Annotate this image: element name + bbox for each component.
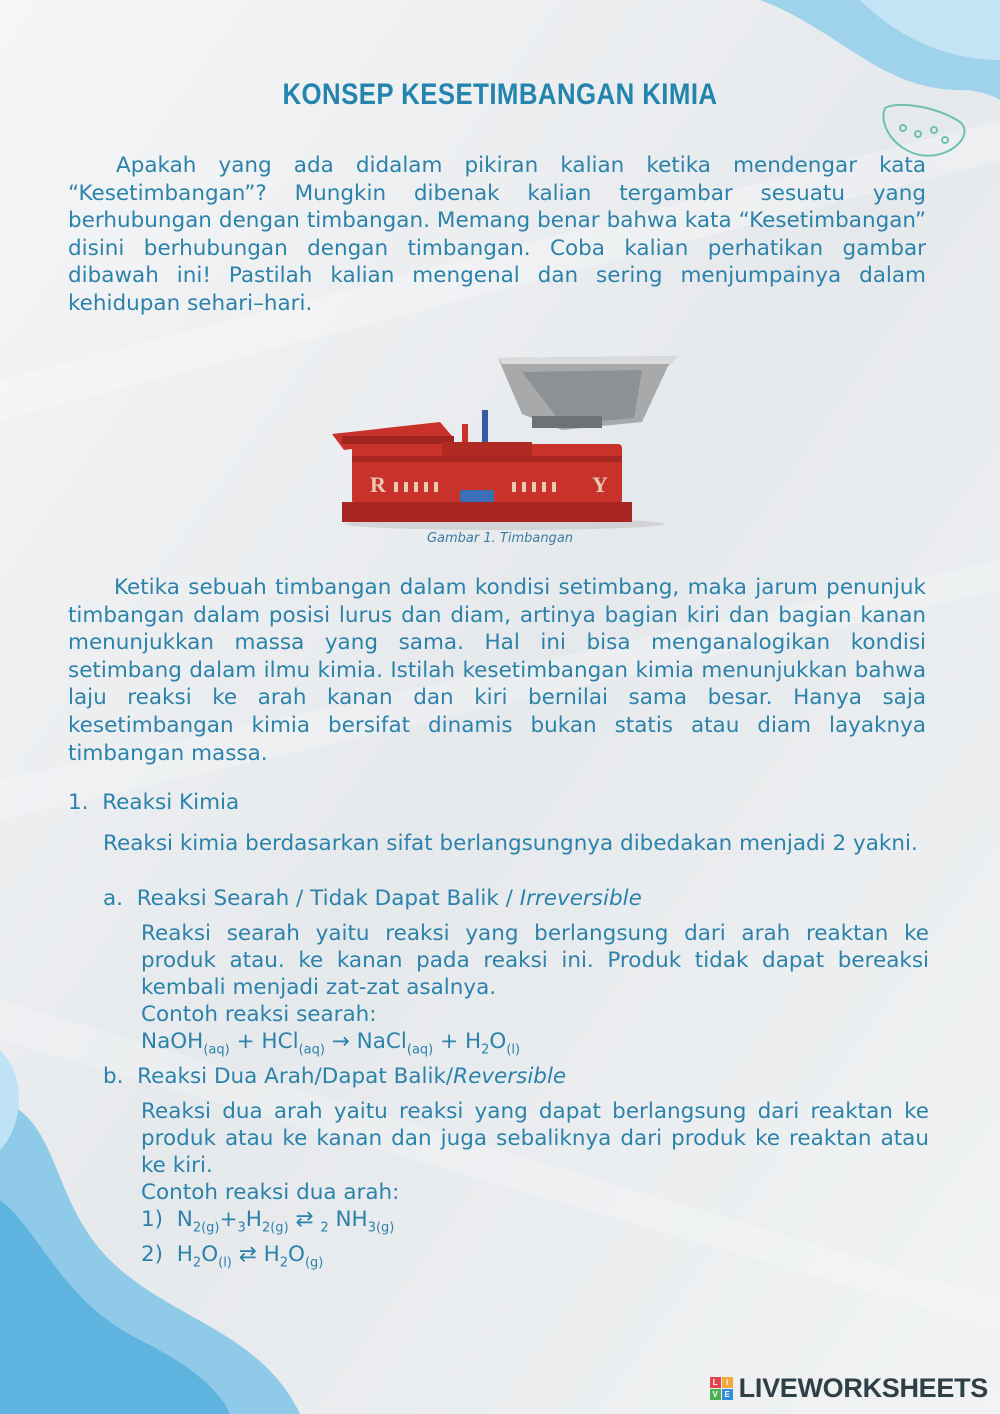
section-number: 1. xyxy=(68,790,89,815)
figure-caption: Gambar 1. Timbangan xyxy=(426,531,574,546)
section-heading xyxy=(68,790,239,815)
subsection-b-body: Reaksi dua arah yaitu reaksi yang dapat berlangsung dari reaktan ke produk atau ke kanan dan juga sebaliknya dari produk ke reaktan atau ke kiri. xyxy=(141,1099,929,1178)
subsection-a-body: Reaksi searah yaitu reaksi yang berlangsung dari arah reaktan ke produk atau. ke kanan pada reaksi ini. Produk tidak dapat bereaksi kembali menjadi zat-zat asalnya. xyxy=(141,921,929,1000)
equation-irreversible: NaOH$_{(aq)}$ + HCl$_{(aq)}$ → NaCl$_{(aq)}$ + $H_2O_{(l)}$ xyxy=(141,1029,521,1058)
liveworksheets-logo[interactable] xyxy=(710,1373,988,1404)
page-title: KONSEP KESETIMBANGAN KIMIA xyxy=(282,78,718,111)
subsection-b-title: Reaksi Dua Arah/Dapat Balik/ xyxy=(137,1064,454,1089)
svg-text:Y: Y xyxy=(592,472,608,497)
section-title: Reaksi Kimia xyxy=(102,790,240,815)
section-body: Reaksi kimia berdasarkan sifat berlangsungnya dibedakan menjadi 2 yakni. xyxy=(103,831,918,856)
subsection-a-heading xyxy=(103,886,642,911)
svg-text:R: R xyxy=(370,472,386,497)
intro-paragraph: Apakah yang ada didalam pikiran kalian ketika mendengar kata “Kesetimbangan”? Mungkin dibenak kalian tergambar sesuatu yang berhubungan dengan timbangan. Memang benar bahwa kata “Kesetimbangan” disini berhubungan dengan timbangan. Coba kalian perhatikan gambar dibawah ini! Pastilah kalian mengenal dan sering menjumpainya dalam kehidupan sehari–hari. xyxy=(68,153,926,316)
subsection-a-title-italic: Irreversible xyxy=(519,886,642,911)
subsection-a-block xyxy=(141,920,929,1063)
logo-mark-icon: L I V E xyxy=(710,1377,733,1400)
equation-reversible-2: 2) $H_2O_{(l)}$ ⇄ $H_2O_{(g)}$ xyxy=(141,1242,324,1271)
equation-reversible-1: 1) $N_{2(g)}+_3H_{2(g)}$ ⇄ $_2$ $NH_{3(g)}$ xyxy=(141,1207,395,1236)
subsection-a-example-label: Contoh reaksi searah: xyxy=(141,1002,377,1027)
subsection-b-marker: b. xyxy=(103,1064,124,1089)
subsection-b-title-italic: Reversible xyxy=(453,1064,567,1089)
subsection-b-heading xyxy=(103,1064,566,1089)
subsection-a-marker: a. xyxy=(103,886,124,911)
subsection-b-block xyxy=(141,1098,929,1277)
explanation-paragraph: Ketika sebuah timbangan dalam kondisi setimbang, maka jarum penunjuk timbangan dalam posisi lurus dan diam, artinya bagian kiri dan bagian kanan menunjukkan massa yang sama. Hal ini bisa menganalogikan kondisi setimbang dalam ilmu kimia. Istilah kesetimbangan kimia menunjukkan bahwa laju reaksi ke arah kanan dan kiri bernilai sama besar. Hanya saja kesetimbangan kimia bersifat dinamis bukan statis atau diam layaknya timbangan massa. xyxy=(68,575,926,766)
weighing-scale-image xyxy=(322,352,686,532)
logo-text: LIVEWORKSHEETS xyxy=(738,1373,988,1403)
subsection-a-title: Reaksi Searah / Tidak Dapat Balik / xyxy=(136,886,520,911)
subsection-b-example-label: Contoh reaksi dua arah: xyxy=(141,1180,400,1205)
